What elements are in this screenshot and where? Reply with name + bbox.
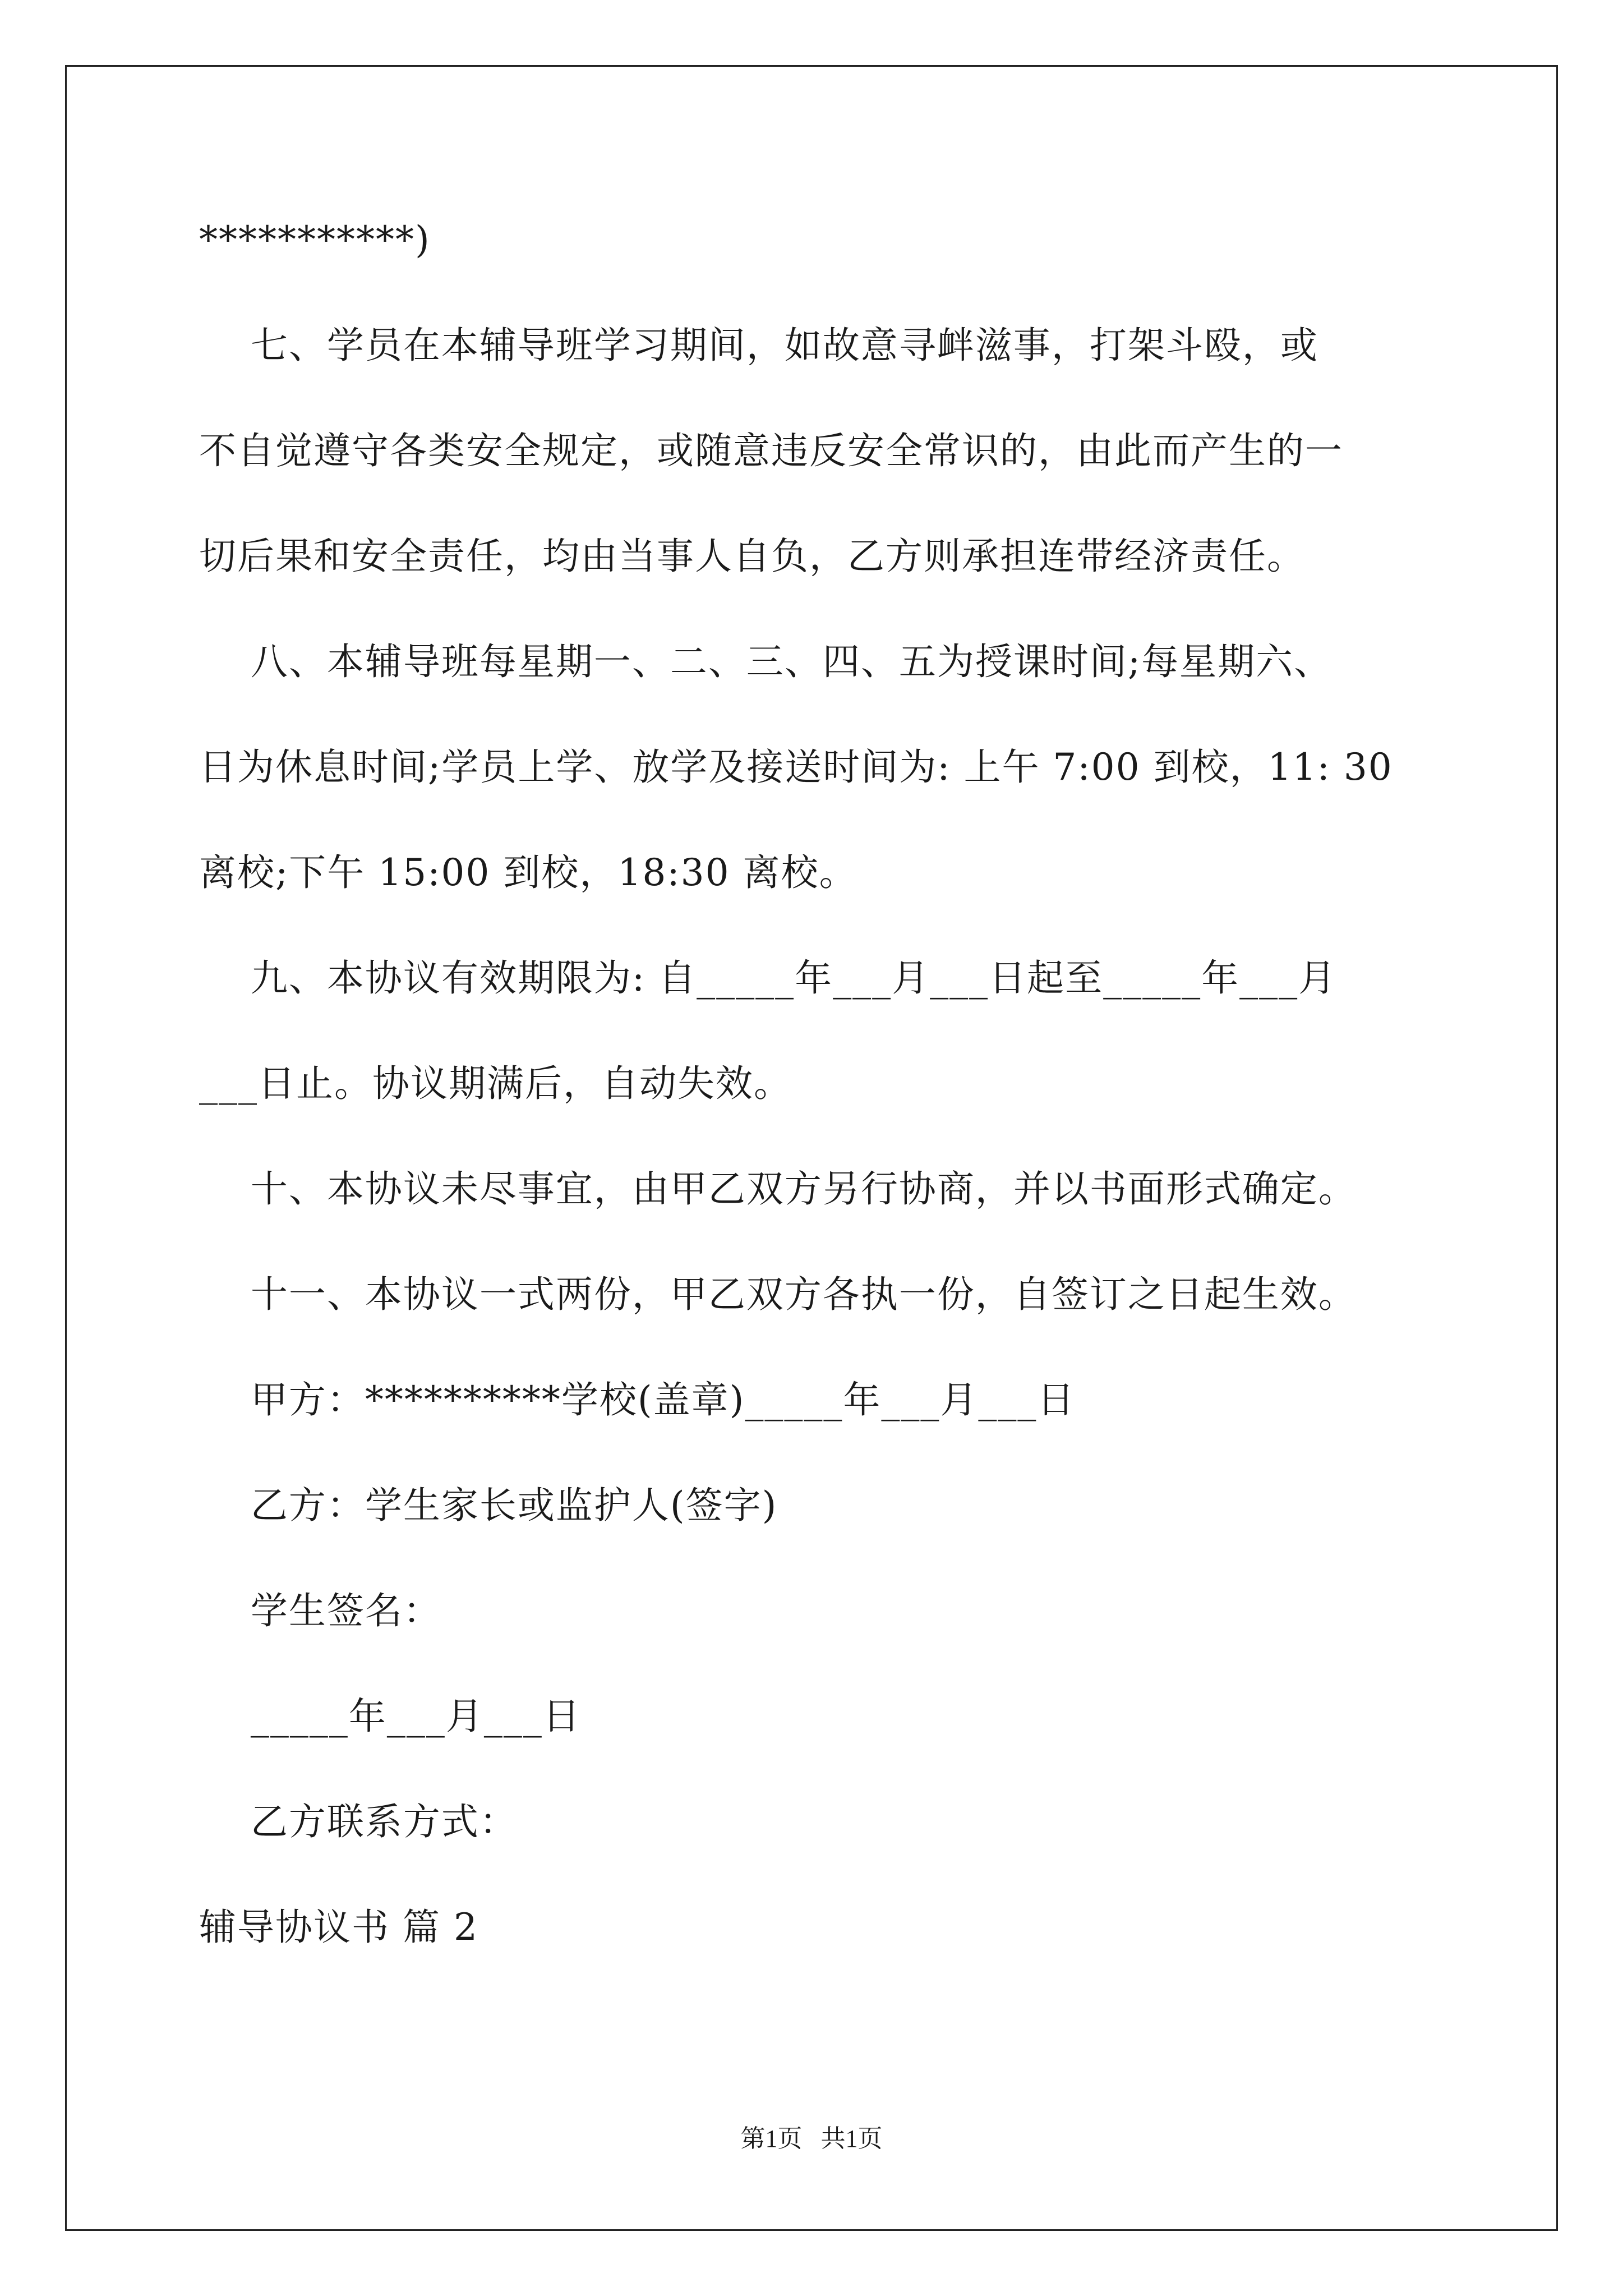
date-line: _____年___月___日 bbox=[199, 1695, 581, 1738]
text-line: 十、本协议未尽事宜，由甲乙双方另行协商，并以书面形式确定。 bbox=[199, 1167, 1357, 1211]
party-b-signature-line: 乙方：学生家长或监护人(签字) bbox=[199, 1484, 778, 1527]
text-line: 离校;下午 15:00 到校，18:30 离校。 bbox=[199, 851, 857, 894]
page-number-footer: 第1页 共1页 bbox=[740, 2125, 883, 2152]
text-line: 切后果和安全责任，均由当事人自负，乙方则承担连带经济责任。 bbox=[199, 535, 1305, 578]
party-a-signature-line: 甲方：**********学校(盖章)_____年___月___日 bbox=[199, 1378, 1076, 1421]
text-line: 九、本协议有效期限为: 自_____年___月___日起至_____年___月 bbox=[199, 956, 1337, 1000]
text-line: 不自觉遵守各类安全规定，或随意违反安全常识的，由此而产生的一 bbox=[199, 429, 1343, 472]
text-line: 八、本辅导班每星期一、二、三、四、五为授课时间;每星期六、 bbox=[199, 640, 1332, 683]
text-line: 日为休息时间;学员上学、放学及接送时间为: 上午 7:00 到校，11: 30 bbox=[199, 746, 1393, 789]
text-line: 七、学员在本辅导班学习期间，如故意寻衅滋事，打架斗殴，或 bbox=[199, 324, 1318, 367]
student-signature-line: 学生签名： bbox=[199, 1589, 441, 1632]
text-line: ***********) bbox=[199, 218, 431, 261]
text-line: ___日止。协议期满后，自动失效。 bbox=[199, 1062, 792, 1105]
text-line: 十一、本协议一式两份，甲乙双方各执一份，自签订之日起生效。 bbox=[199, 1273, 1357, 1316]
party-b-contact-line: 乙方联系方式： bbox=[199, 1800, 518, 1843]
section-heading: 辅导协议书 篇 2 bbox=[199, 1906, 478, 1949]
